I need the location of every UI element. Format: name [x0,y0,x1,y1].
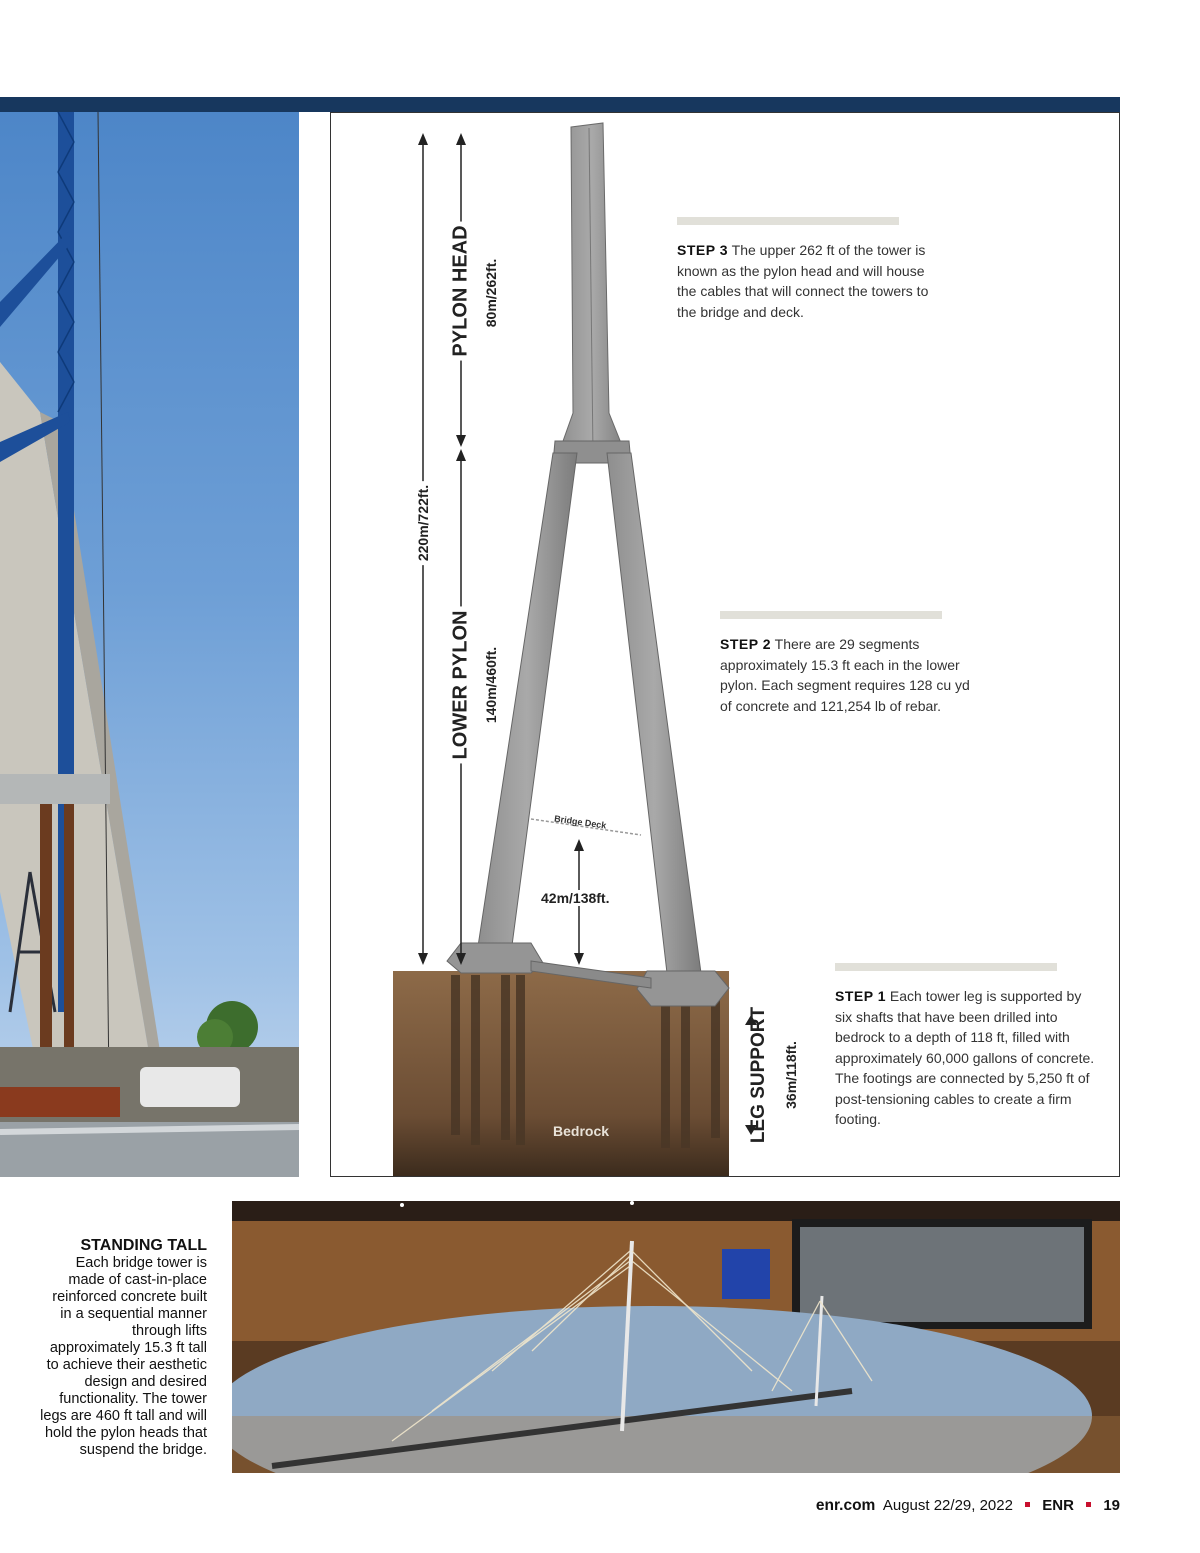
footer-brand: ENR [1042,1497,1074,1514]
construction-photo [0,112,299,1177]
deck-height-label: 42m/138ft. [541,890,610,906]
step-2-bar [720,611,942,619]
step-3-label: STEP 3 [677,242,728,258]
leg-support-label: LEG SUPPORT [748,1006,769,1144]
caption-title: STANDING TALL [80,1237,207,1254]
bridge-model-photo [232,1201,1120,1473]
step-2-note [720,611,982,716]
footer-date: August 22/29, 2022 [882,1497,1013,1514]
step-3-text: The upper 262 ft of the tower is known as the pylon head and will house the cables that will connect the towers to the bridge and deck. [677,242,929,320]
step-2-label: STEP 2 [720,636,771,652]
leg-support-dimension: 36m/118ft. [783,1041,799,1109]
step-1-text: Each tower leg is supported by six shafts that have been drilled into bedrock to a depth of 118 ft, filled with approximately 60,000 gallons of concrete. The footings are connected by 5,250 ft of post-tensioning cables to create a firm footing. [835,988,1095,1127]
photo-caption [40,1237,207,1459]
bedrock-label: Bedrock [553,1123,610,1139]
lower-pylon-label: LOWER PYLON [450,607,473,764]
construction-photo-illustration [0,112,299,1177]
step-1-label: STEP 1 [835,988,886,1004]
step-2-text: There are 29 segments approximately 15.3 ft each in the lower pylon. Each segment requires 128 cu yd of concrete and 121,254 lb of rebar. [720,636,970,714]
lower-pylon-dimension: 140m/460ft. [483,646,499,724]
pylon-head-label: PYLON HEAD [450,221,473,360]
header-banner [0,97,1120,112]
step-1-bar [835,963,1057,971]
bridge-model-illustration [232,1201,1120,1473]
step-3-bar [677,217,899,225]
step-1-note [835,963,1097,1130]
separator-square-icon [1025,1502,1030,1507]
footer-site: enr.com [815,1497,876,1514]
bridge-deck-label: Bridge Deck [553,813,607,831]
page-footer [816,1497,1120,1515]
total-height-label: 220m/722ft. [415,481,431,565]
caption-body: Each bridge tower is made of cast-in-place reinforced concrete built in a sequential manner through lifts approximately 15.3 ft tall to achieve their aesthetic design and desired functionality. The tower legs are 460 ft tall and will hold the pylon heads that suspend the bridge. [40,1255,207,1458]
tower-diagram [330,112,1120,1177]
separator-square-icon [1086,1502,1091,1507]
pylon-head-dimension: 80m/262ft. [483,258,499,328]
step-3-note [677,217,947,322]
footer-page-number: 19 [1103,1497,1120,1514]
